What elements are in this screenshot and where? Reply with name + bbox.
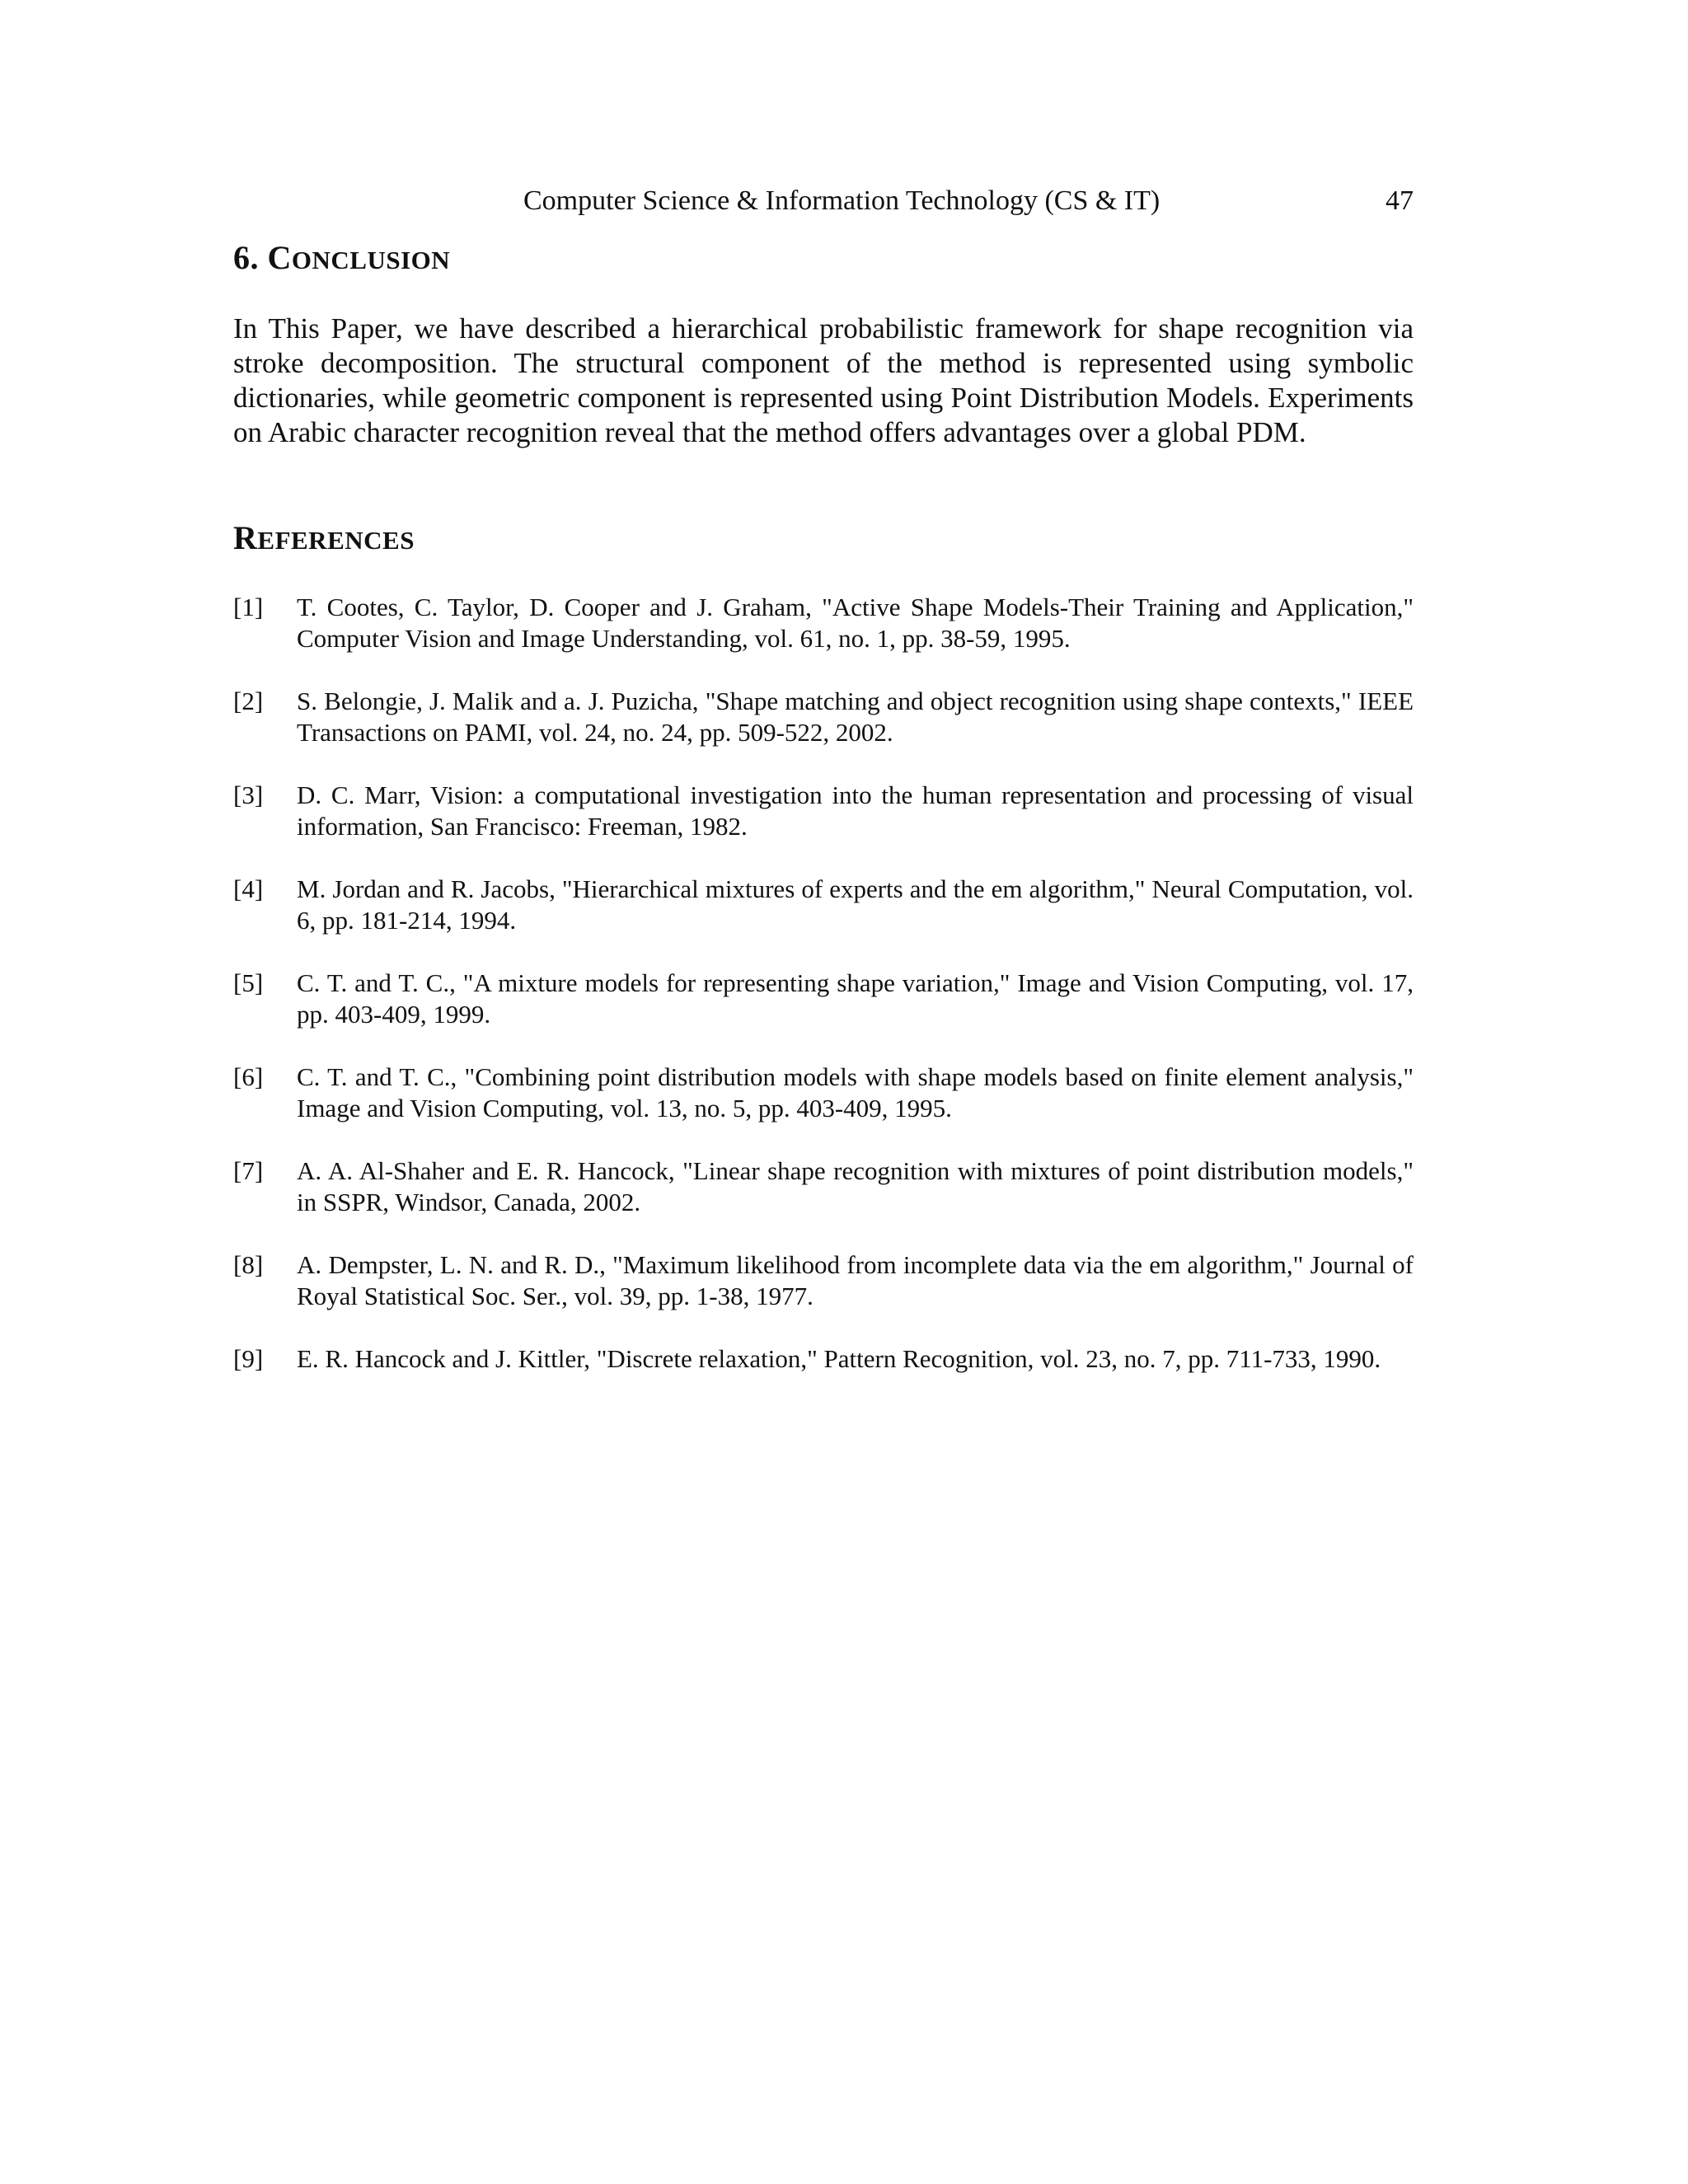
reference-item [233,1343,1414,1375]
reference-text: E. R. Hancock and J. Kittler, "Discrete relaxation," Pattern Recognition, vol. 23, no. 7, pp. 711-733, 1990. [297,1344,1381,1373]
reference-number: [7] [233,1156,264,1185]
heading-initial: R [233,519,258,556]
heading-rest: EFERENCES [257,526,415,555]
reference-number: [6] [233,1062,264,1091]
reference-text: D. C. Marr, Vision: a computational investigation into the human representation and processing of visual information, San Francisco: Freeman, 1982. [297,780,1414,841]
reference-text: T. Cootes, C. Taylor, D. Cooper and J. Graham, "Active Shape Models-Their Training and Application," Computer Vision and Image Understanding, vol. 61, no. 1, pp. 38-59, 1995. [297,593,1414,653]
reference-item [233,1249,1414,1312]
reference-text: A. A. Al-Shaher and E. R. Hancock, "Linear shape recognition with mixtures of point distribution models," in SSPR, Windsor, Canada, 2002. [297,1156,1414,1216]
section-heading-conclusion [233,237,450,281]
reference-number: [2] [233,687,264,715]
heading-initial: C [267,239,292,276]
reference-number: [4] [233,874,264,903]
reference-item [233,1062,1414,1124]
reference-number: [5] [233,968,264,997]
reference-item [233,1155,1414,1218]
reference-number: [3] [233,780,264,809]
conclusion-paragraph: In This Paper, we have described a hierarchical probabilistic framework for shape recognition via stroke decomposition. The structural component of the method is represented using symbolic dictionaries, while geometric component is represented using Point Distribution Models. Experiments on Arabic character recognition reveal that the method offers advantages over a global PDM. [233,312,1414,448]
reference-number: [9] [233,1344,264,1373]
section-heading-references [233,518,415,561]
reference-number: [1] [233,593,264,621]
reference-item [233,780,1414,842]
reference-item [233,686,1414,748]
page-number: 47 [1386,185,1414,216]
reference-item [233,592,1414,654]
running-header [233,183,1414,219]
reference-list [233,592,1414,1406]
section-number: 6. [233,239,268,276]
journal-name: Computer Science & Information Technology (CS & IT) [523,185,1160,216]
reference-text: A. Dempster, L. N. and R. D., "Maximum likelihood from incomplete data via the em algorithm," Journal of Royal Statistical Soc. Ser., vol. 39, pp. 1-38, 1977. [297,1250,1414,1310]
reference-text: C. T. and T. C., "Combining point distribution models with shape models based on finite element analysis," Image and Vision Computing, vol. 13, no. 5, pp. 403-409, 1995. [297,1062,1414,1122]
reference-number: [8] [233,1250,264,1279]
reference-text: M. Jordan and R. Jacobs, "Hierarchical mixtures of experts and the em algorithm," Neural Computation, vol. 6, pp. 181-214, 1994. [297,874,1414,935]
heading-rest: ONCLUSION [291,246,451,274]
reference-item [233,874,1414,936]
reference-text: C. T. and T. C., "A mixture models for representing shape variation," Image and Vision Computing, vol. 17, pp. 403-409, 1999. [297,968,1414,1029]
reference-item [233,968,1414,1030]
reference-text: S. Belongie, J. Malik and a. J. Puzicha, "Shape matching and object recognition using shape contexts," IEEE Transactions on PAMI, vol. 24, no. 24, pp. 509-522, 2002. [297,687,1414,747]
